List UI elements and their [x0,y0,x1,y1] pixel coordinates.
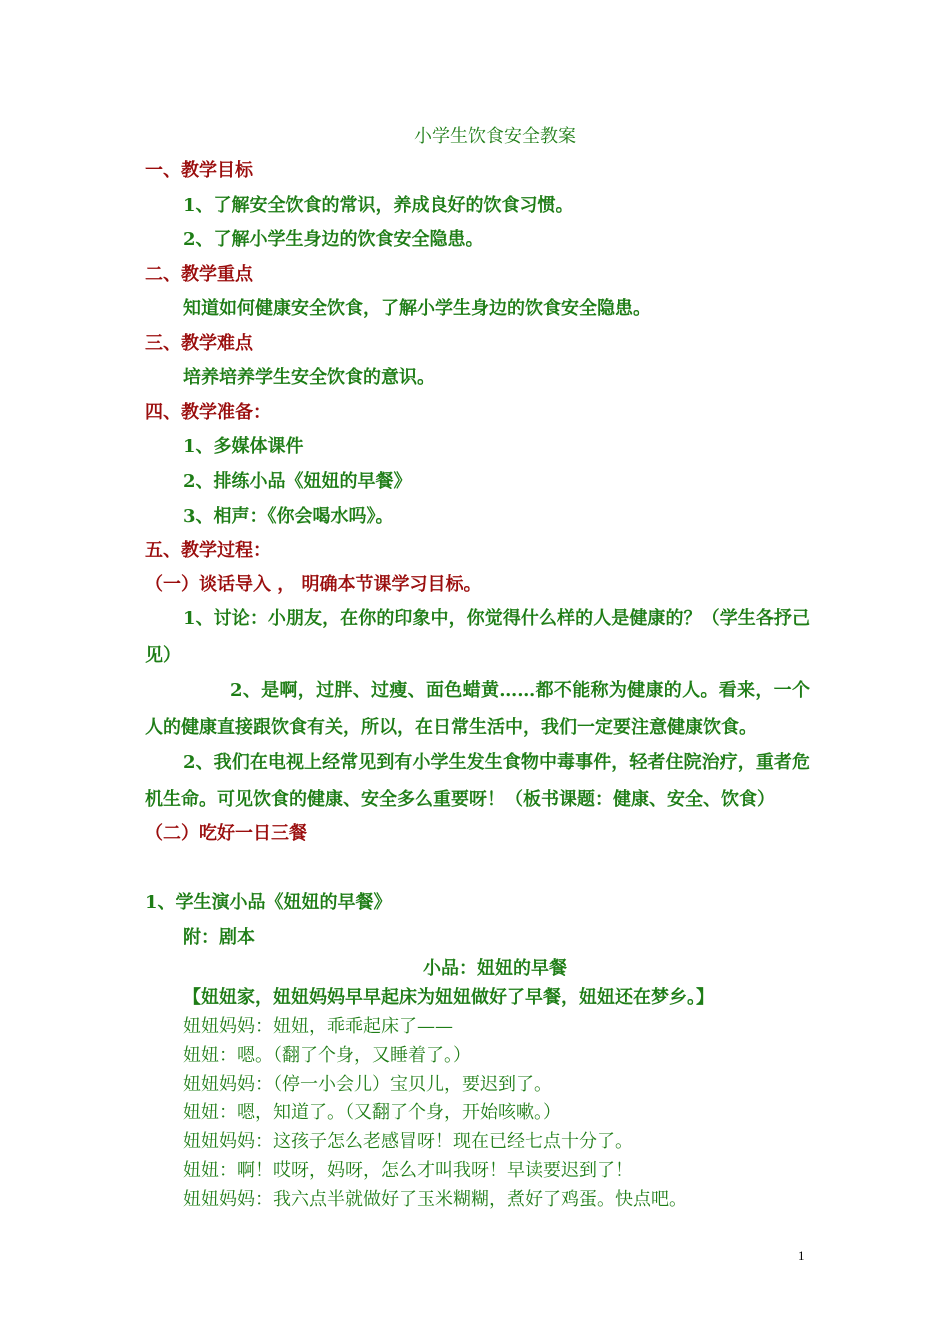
section-heading-difficulties: 三、教学难点 [145,333,253,354]
paragraph-food-poisoning: 2、我们在电视上经常见到有小学生发生食物中毒事件，轻者住院治疗，重者危机生命。可见饮食的健康、安全多么重要呀！（板书课题：健康、安全、饮食） [145,752,810,810]
preparation-item: 2、排练小品《妞妞的早餐》 [183,471,412,492]
objective-item: 2、了解小学生身边的饮食安全隐患。 [183,229,484,250]
script-line: 妞妞：嗯，知道了。（又翻了个身，开始咳嗽。） [183,1102,561,1123]
script-line: 妞妞妈妈：这孩子怎么老感冒呀！现在已经七点十分了。 [183,1131,633,1152]
section-heading-preparation: 四、教学准备： [145,402,271,423]
page-number: 1 [798,1248,805,1263]
paragraph-discussion: 1、讨论：小朋友，在你的印象中，你觉得什么样的人是健康的？（学生各抒己见） [145,608,810,666]
paragraph-health: 2、是啊，过胖、过瘦、面色蜡黄……都不能称为健康的人。看来，一个人的健康直接跟饮食有关，所以，在日常生活中，我们一定要注意健康饮食。 [145,680,810,738]
script-line: 妞妞妈妈：妞妞，乖乖起床了—— [183,1016,453,1037]
script-line: 妞妞：啊！哎呀，妈呀，怎么才叫我呀！早读要迟到了！ [183,1160,633,1181]
script-line: 【妞妞家，妞妞妈妈早早起床为妞妞做好了早餐，妞妞还在梦乡。】 [183,987,714,1008]
subsection-three-meals: （二）吃好一日三餐 [145,823,307,844]
section-heading-key-points: 二、教学重点 [145,264,253,285]
key-points-text: 知道如何健康安全饮食，了解小学生身边的饮食安全隐患。 [183,298,651,319]
objective-item: 1、了解安全饮食的常识，养成良好的饮食习惯。 [183,195,574,216]
subsection-intro: （一）谈话导入 ， 明确本节课学习目标。 [145,574,482,595]
section-heading-process: 五、教学过程： [145,540,271,561]
appendix-label: 附：剧本 [183,927,255,948]
difficulties-text: 培养培养学生安全饮食的意识。 [183,367,435,388]
script-line: 妞妞：嗯。（翻了个身，又睡着了。） [183,1045,471,1066]
preparation-item: 1、多媒体课件 [183,436,304,457]
preparation-item: 3、相声：《你会喝水吗》。 [183,506,394,527]
activity-item: 1、学生演小品《妞妞的早餐》 [145,892,392,913]
script-line: 妞妞妈妈：（停一小会儿）宝贝儿，要迟到了。 [183,1074,552,1095]
script-title: 小品：妞妞的早餐 [423,958,567,979]
document-title: 小学生饮食安全教案 [414,126,576,147]
script-line: 妞妞妈妈：我六点半就做好了玉米糊糊，煮好了鸡蛋。快点吧。 [183,1189,687,1210]
section-heading-objectives: 一、教学目标 [145,160,253,181]
